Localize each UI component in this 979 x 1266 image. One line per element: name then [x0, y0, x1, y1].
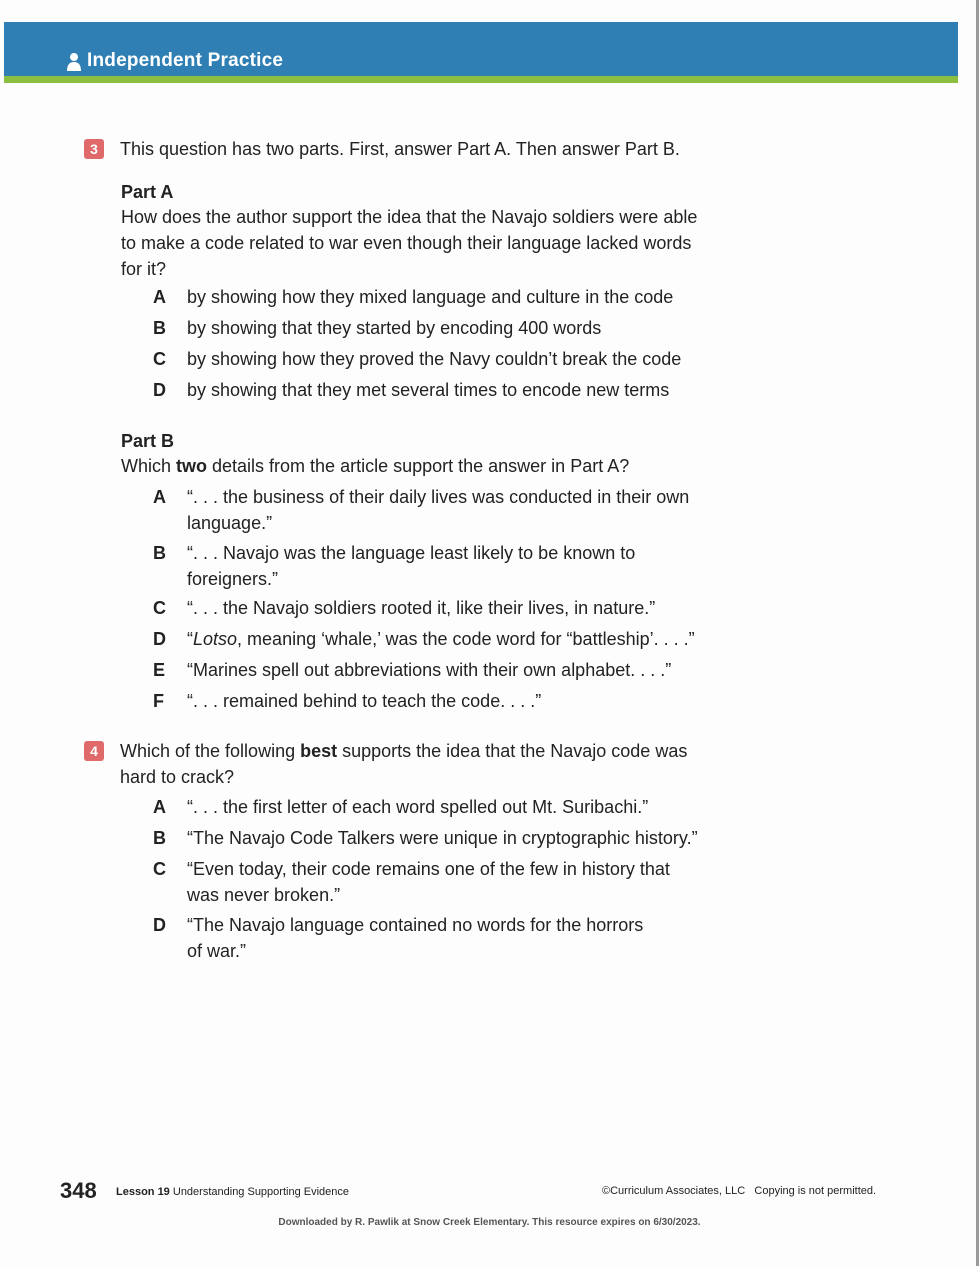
choice-text[interactable]: “Marines spell out abbreviations with their own alphabet. . . .”	[187, 660, 672, 680]
copyright-notice: ©Curriculum Associates, LLC Copying is not permitted.	[602, 1185, 877, 1197]
page-number: 348	[60, 1178, 97, 1203]
choice-letter[interactable]: C	[153, 598, 166, 618]
question-stem: This question has two parts. First, answer Part A. Then answer Part B.	[120, 139, 680, 159]
choice-letter[interactable]: C	[153, 349, 166, 369]
person-icon	[66, 52, 82, 72]
choice-text[interactable]: “. . . remained behind to teach the code. . . .”	[187, 691, 542, 711]
part-a-label: Part A	[121, 182, 174, 202]
choice-text[interactable]: by showing that they met several times to encode new terms	[187, 380, 670, 400]
choice-letter[interactable]: A	[153, 287, 166, 307]
choice-letter[interactable]: A	[153, 797, 166, 817]
lesson-info: Lesson 19 Understanding Supporting Evidence	[116, 1186, 349, 1198]
choice-letter[interactable]: D	[153, 380, 166, 400]
choice-text[interactable]: “. . . the business of their daily lives was conducted in their own language.”	[187, 487, 690, 533]
choice-letter[interactable]: E	[153, 660, 166, 680]
choice-text[interactable]: “. . . the Navajo soldiers rooted it, like their lives, in nature.”	[187, 598, 656, 618]
banner-accent-line	[4, 76, 958, 83]
choice-text[interactable]: “The Navajo language contained no words for the horrors of war.”	[187, 915, 644, 961]
part-a-question: How does the author support the idea that the Navajo soldiers were able to make a code related to war even though their language lacked words for it?	[121, 207, 698, 279]
part-b-question: Which two details from the article support the answer in Part A?	[121, 456, 630, 476]
choice-letter[interactable]: B	[153, 543, 166, 563]
choice-text[interactable]: “Lotso, meaning ‘whale,’ was the code word for “battleship’. . . .”	[187, 629, 695, 649]
choice-letter[interactable]: C	[153, 859, 166, 879]
choice-text[interactable]: by showing how they proved the Navy couldn’t break the code	[187, 349, 682, 369]
choice-letter[interactable]: A	[153, 487, 166, 507]
question-number-badge: 3	[84, 139, 104, 159]
section-title: Independent Practice	[87, 50, 284, 71]
choice-text[interactable]: “Even today, their code remains one of the few in history that was never broken.”	[187, 859, 670, 905]
choice-letter[interactable]: B	[153, 318, 166, 338]
choice-text[interactable]: by showing that they started by encoding 400 words	[187, 318, 602, 338]
part-b-label: Part B	[121, 431, 175, 451]
question-stem: Which of the following best supports the idea that the Navajo code was hard to crack?	[120, 741, 688, 787]
choice-letter[interactable]: B	[153, 828, 166, 848]
choice-letter[interactable]: D	[153, 629, 166, 649]
choice-text[interactable]: “The Navajo Code Talkers were unique in cryptographic history.”	[187, 828, 698, 848]
choice-text[interactable]: “. . . the first letter of each word spelled out Mt. Suribachi.”	[187, 797, 649, 817]
choice-text[interactable]: “. . . Navajo was the language least likely to be known to foreigners.”	[187, 543, 636, 589]
choice-text[interactable]: by showing how they mixed language and culture in the code	[187, 287, 674, 307]
choice-letter[interactable]: D	[153, 915, 166, 935]
download-notice: Downloaded by R. Pawlik at Snow Creek Elementary. This resource expires on 6/30/2023.	[278, 1217, 701, 1228]
choice-letter[interactable]: F	[153, 691, 164, 711]
question-number-badge: 4	[84, 741, 104, 761]
